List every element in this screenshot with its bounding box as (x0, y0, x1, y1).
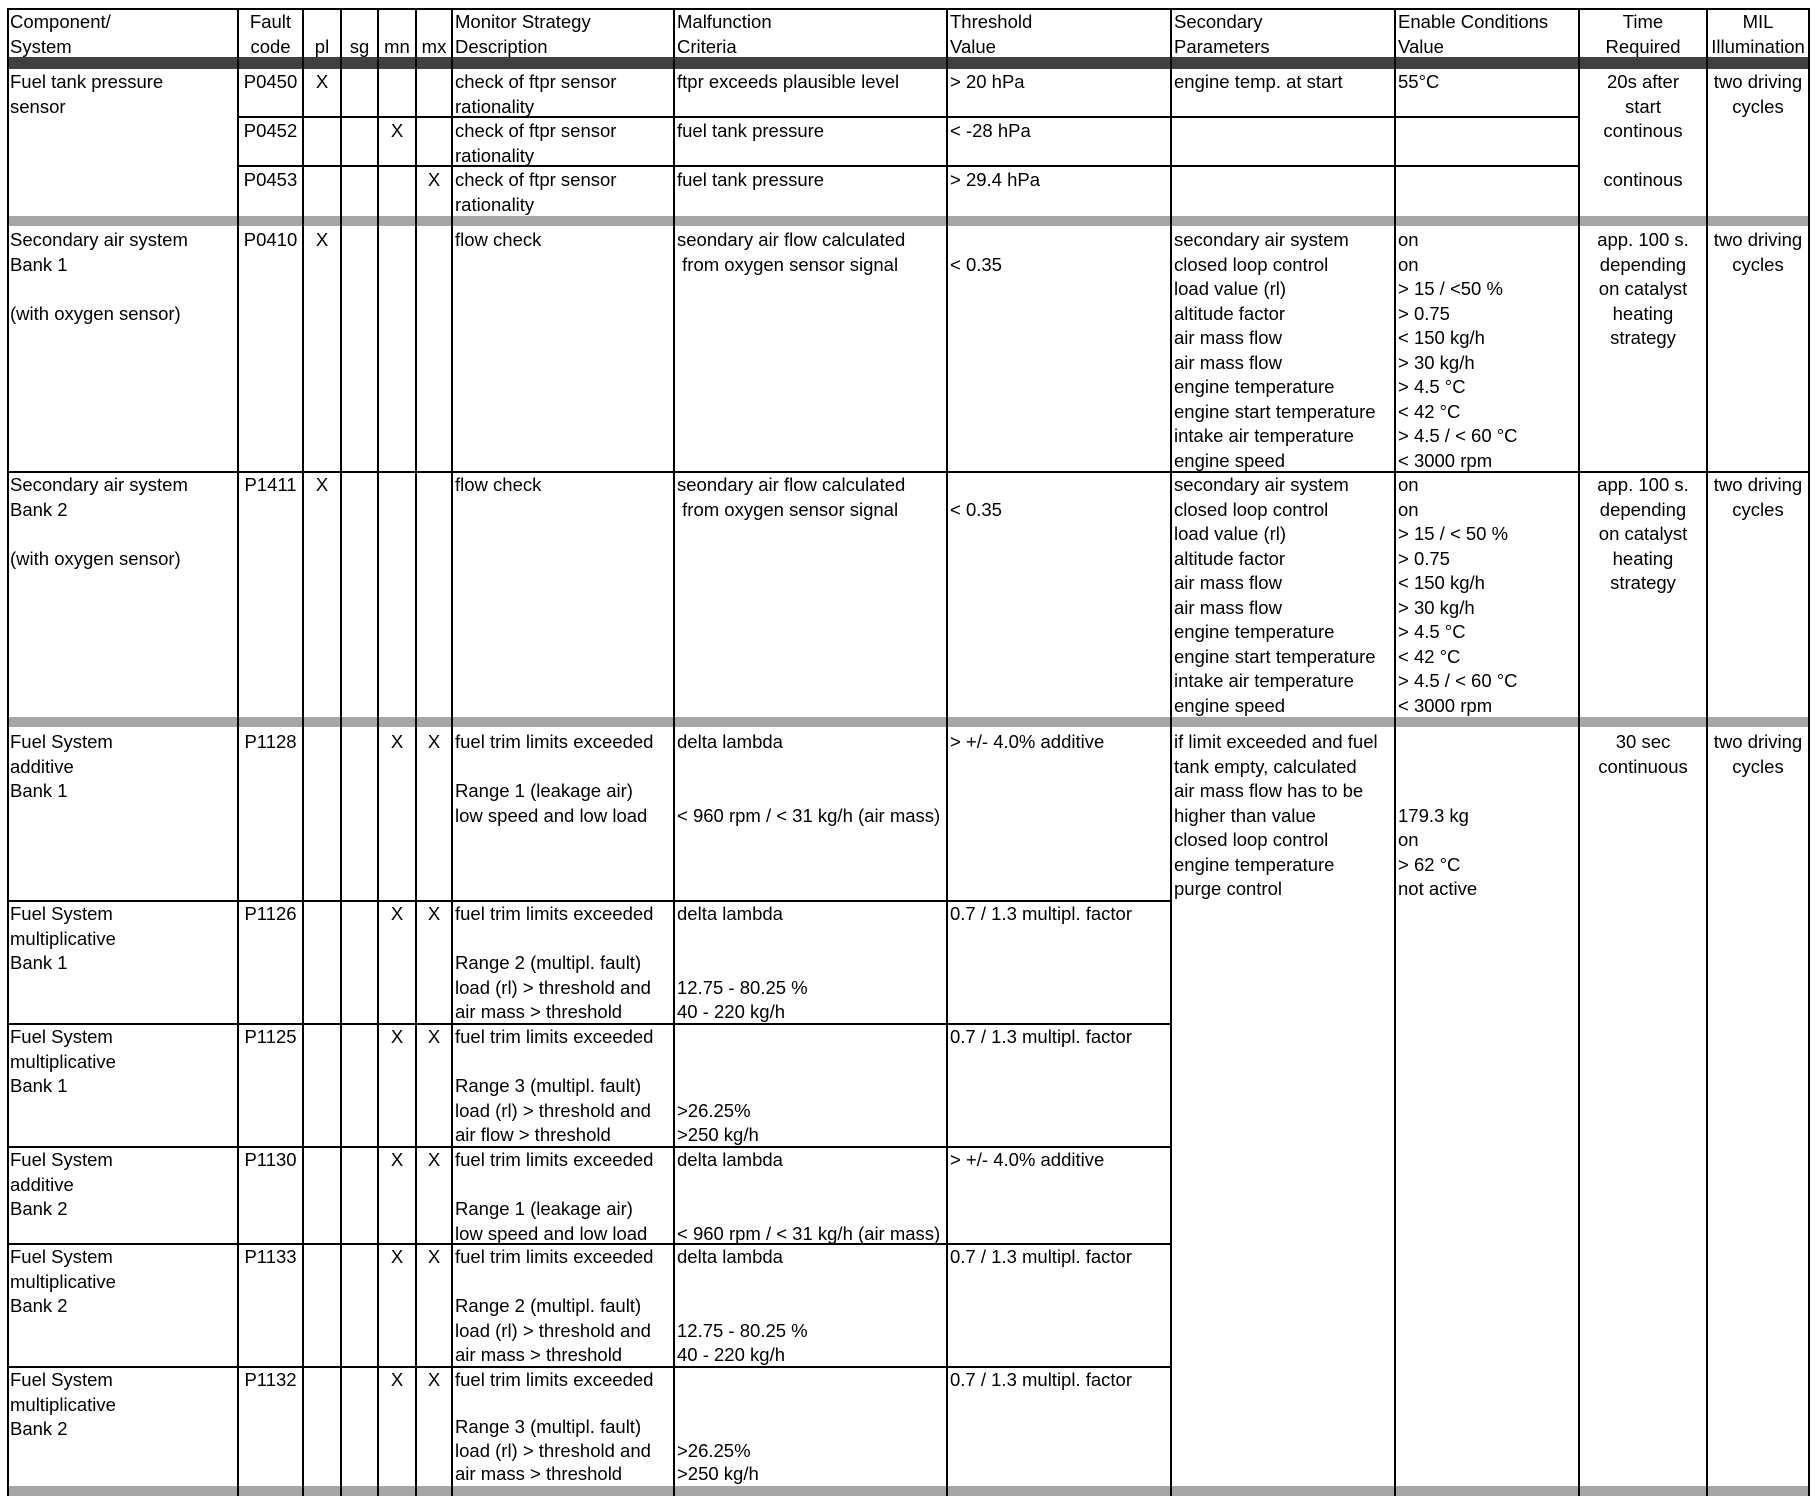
fault-code: P0450 (243, 71, 298, 92)
header-time: Time Required (1605, 11, 1681, 57)
mn-mark: X (390, 1369, 404, 1390)
ftp-mil: two driving cycles (1713, 71, 1803, 117)
monitor-description: check of ftpr sensor rationality (455, 71, 617, 117)
fault-code: P1128 (244, 731, 297, 752)
secondary-parameters: secondary air system closed loop control load value (rl) altitude factor air mass flow air mass flow engine temperature engine start temperature intake air temperature engine speed (1174, 229, 1376, 471)
fuel-time-required: 30 sec continuous (1598, 731, 1688, 777)
threshold-value: < 0.35 (950, 498, 1002, 520)
column-rule (7, 8, 9, 1496)
header-secondary: Secondary Parameters (1174, 11, 1270, 57)
fault-code: P1132 (244, 1369, 297, 1390)
row-rule (237, 165, 1580, 167)
component-system: Fuel System multiplicative Bank 1 (10, 1026, 116, 1096)
fault-code: P1133 (244, 1246, 297, 1267)
malfunction-criteria: fuel tank pressure (677, 169, 825, 190)
fault-code: P0453 (243, 169, 298, 190)
time-required: app. 100 s. depending on catalyst heating strategy (1597, 474, 1689, 593)
time-required: continous (1603, 120, 1683, 141)
monitor-description: flow check (455, 474, 542, 495)
header-component: Component/ System (10, 11, 111, 57)
fuel-secondary-parameters: if limit exceeded and fuel tank empty, calculated air mass flow has to be higher than value closed loop control engine temperature purge control (1174, 731, 1378, 899)
malfunction-criteria: fuel tank pressure (677, 120, 825, 141)
malfunction-criteria: >26.25% >250 kg/h (677, 1439, 759, 1484)
threshold-value: 0.7 / 1.3 multipl. factor (950, 903, 1133, 924)
malfunction-criteria: ftpr exceeds plausible level (677, 71, 900, 92)
mn-mark: X (390, 1246, 404, 1267)
secondary-parameters: secondary air system closed loop control load value (rl) altitude factor air mass flow air mass flow engine temperature engine start temperature intake air temperature engine speed (1174, 474, 1376, 716)
threshold-value: 0.7 / 1.3 multipl. factor (950, 1026, 1133, 1047)
fault-code: P0452 (243, 120, 298, 141)
header-mn: mn (384, 36, 410, 57)
time-required: app. 100 s. depending on catalyst heating strategy (1597, 229, 1689, 348)
sa2-component: Secondary air system Bank 2 (with oxygen sensor) (10, 474, 188, 569)
mn-mark: X (390, 1026, 404, 1047)
monitor-description: flow check (455, 229, 542, 250)
column-rule (1170, 8, 1172, 1496)
ftp-component: Fuel tank pressure sensor (10, 71, 164, 117)
header-sg: sg (349, 36, 370, 57)
pl-mark: X (315, 474, 329, 495)
header-threshold: Threshold Value (950, 11, 1033, 57)
component-system: Fuel System additive Bank 1 (10, 731, 113, 801)
fault-code: P1125 (244, 1026, 297, 1047)
monitor-description: fuel trim limits exceeded Range 3 (multipl. fault) load (rl) > threshold and air mass > threshold (455, 1369, 654, 1484)
enable-conditions: on on > 15 / < 50 % > 0.75 < 150 kg/h > 30 kg/h > 4.5 °C < 42 °C > 4.5 / < 60 °C < 3000 rpm (1398, 474, 1518, 716)
group-separator-band (7, 717, 1810, 727)
threshold-value: > 29.4 hPa (950, 169, 1041, 190)
column-rule (673, 8, 675, 1496)
fault-code: P0410 (243, 229, 298, 250)
fuel-enable-conditions: 179.3 kg on > 62 °C not active (1398, 804, 1478, 899)
component-system: Fuel System multiplicative Bank 2 (10, 1246, 116, 1316)
malfunction-criteria: delta lambda 12.75 - 80.25 % 40 - 220 kg/h (677, 1246, 808, 1365)
threshold-value: > +/- 4.0% additive (950, 1149, 1105, 1170)
sa1-component: Secondary air system Bank 1 (with oxygen sensor) (10, 229, 188, 324)
header-enable: Enable Conditions Value (1398, 11, 1549, 57)
mn-mark: X (390, 120, 404, 141)
mx-mark: X (427, 1026, 441, 1047)
enable-conditions: 55°C (1398, 71, 1440, 92)
column-rule (340, 8, 342, 1496)
component-system: Fuel System multiplicative Bank 2 (10, 1369, 116, 1439)
malfunction-criteria: delta lambda < 960 rpm / < 31 kg/h (air mass) (677, 1149, 941, 1244)
monitor-description: fuel trim limits exceeded Range 1 (leakage air) low speed and low load (455, 731, 654, 826)
row-rule (237, 116, 1580, 118)
threshold-value: < 0.35 (950, 253, 1002, 275)
mn-mark: X (390, 731, 404, 752)
mil-illumination: two driving cycles (1713, 474, 1803, 520)
monitor-description: fuel trim limits exceeded Range 2 (multipl. fault) load (rl) > threshold and air mass > threshold (455, 1246, 654, 1365)
header-monitor: Monitor Strategy Description (455, 11, 591, 57)
component-system: Fuel System additive Bank 2 (10, 1149, 113, 1219)
threshold-value: > 20 hPa (950, 71, 1025, 92)
mn-mark: X (390, 1149, 404, 1170)
footer-band (7, 1486, 1810, 1496)
malfunction-criteria: seondary air flow calculated from oxygen sensor signal (677, 229, 906, 275)
mn-mark: X (390, 903, 404, 924)
fault-code: P1130 (244, 1149, 297, 1170)
pl-mark: X (315, 71, 329, 92)
mx-mark: X (427, 731, 441, 752)
column-rule (451, 8, 453, 1496)
monitor-description: check of ftpr sensor rationality (455, 120, 617, 166)
pl-mark: X (315, 229, 329, 250)
header-mx: mx (421, 36, 447, 57)
header-mil: MIL Illumination (1711, 11, 1805, 57)
header-pl: pl (314, 36, 330, 57)
malfunction-criteria: delta lambda < 960 rpm / < 31 kg/h (air mass) (677, 731, 941, 826)
malfunction-criteria: delta lambda 12.75 - 80.25 % 40 - 220 kg/h (677, 903, 808, 1022)
header-fault-code: Fault code (249, 11, 292, 57)
mx-mark: X (427, 1246, 441, 1267)
threshold-value: 0.7 / 1.3 multipl. factor (950, 1246, 1133, 1267)
column-rule (1394, 8, 1396, 1496)
secondary-parameters: engine temp. at start (1174, 71, 1343, 92)
mx-mark: X (427, 169, 441, 190)
fuel-mil-illumination: two driving cycles (1713, 731, 1803, 777)
monitor-description: fuel trim limits exceeded Range 2 (multipl. fault) load (rl) > threshold and air mass > threshold (455, 903, 654, 1022)
threshold-value: 0.7 / 1.3 multipl. factor (950, 1369, 1133, 1390)
malfunction-criteria: seondary air flow calculated from oxygen sensor signal (677, 474, 906, 520)
column-rule (1808, 8, 1810, 1496)
time-required: 20s after start (1607, 71, 1679, 117)
mil-illumination: two driving cycles (1713, 229, 1803, 275)
time-required: continous (1603, 169, 1683, 190)
component-system: Fuel System multiplicative Bank 1 (10, 903, 116, 973)
fault-code: P1411 (244, 474, 297, 495)
malfunction-criteria: >26.25% >250 kg/h (677, 1099, 759, 1145)
enable-conditions: on on > 15 / <50 % > 0.75 < 150 kg/h > 30 kg/h > 4.5 °C < 42 °C > 4.5 / < 60 °C < 3000 rpm (1398, 229, 1518, 471)
diagnostic-table (7, 8, 1810, 1496)
header-malfunction: Malfunction Criteria (677, 11, 772, 57)
monitor-description: check of ftpr sensor rationality (455, 169, 617, 215)
threshold-value: < -28 hPa (950, 120, 1031, 141)
mx-mark: X (427, 1369, 441, 1390)
mx-mark: X (427, 1149, 441, 1170)
fault-code: P1126 (244, 903, 297, 924)
monitor-description: fuel trim limits exceeded Range 1 (leakage air) low speed and low load (455, 1149, 654, 1244)
column-rule (946, 8, 948, 1496)
monitor-description: fuel trim limits exceeded Range 3 (multipl. fault) load (rl) > threshold and air flow > threshold (455, 1026, 654, 1145)
threshold-value: > +/- 4.0% additive (950, 731, 1105, 752)
group-separator-band (7, 216, 1810, 226)
mx-mark: X (427, 903, 441, 924)
